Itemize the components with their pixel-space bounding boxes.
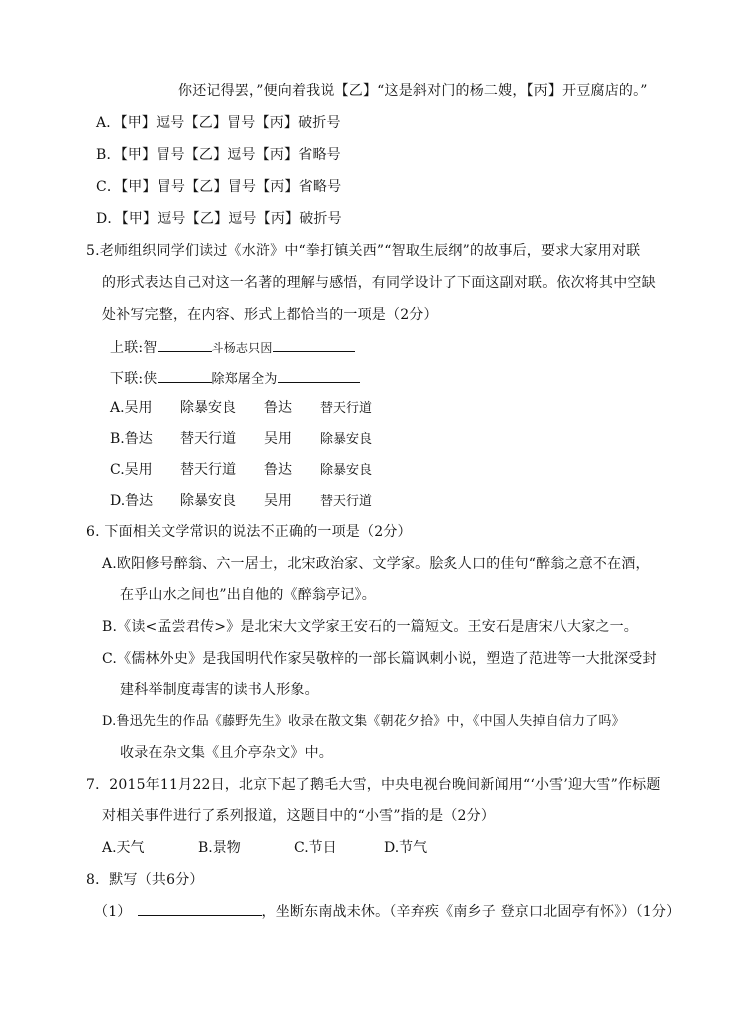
q6-option-d-line-1: D.鲁迅先生的作品《藤野先生》收录在散文集《朝花夕拾》中，《中国人失掉自信力了吗》 [102, 714, 625, 729]
q5-opt-d-c1: D.鲁达 [110, 493, 154, 509]
q7-stem-line-2: 对相关事件进行了系列报道，这题目中的“小雪”指的是（2分） [102, 808, 496, 824]
q5-lower-couplet [110, 368, 360, 390]
q5-upper-prefix: 上联:智 [110, 340, 158, 356]
q5-opt-d-c3: 吴用 [264, 493, 292, 509]
q8-part-1-blank [138, 901, 262, 916]
q5-opt-b-c2: 替天行道 [180, 431, 236, 447]
q5-opt-c-c2: 替天行道 [180, 462, 236, 478]
q7-stem-line-1: 7．2015年11月22日，北京下起了鹅毛大雪，中央电视台晚间新闻用“‘小雪’迎大雪”作标题 [86, 777, 661, 793]
q6-option-b: B.《读<孟尝君传>》是北宋大文学家王安石的一篇短文。王安石是唐宋八大家之一。 [102, 619, 638, 635]
q5-opt-c-c3: 鲁达 [264, 462, 292, 478]
q5-opt-c-c1: C.吴用 [110, 462, 153, 478]
q5-upper-blank-2 [273, 337, 355, 352]
q6-option-a-line-2: 在乎山水之间也”出自他的《醉翁亭记》。 [120, 587, 376, 603]
q5-opt-c-c4: 除暴安良 [320, 463, 373, 478]
q4-option-a: A．【甲】逗号【乙】冒号【丙】破折号 [96, 115, 341, 131]
q5-lower-blank-2 [278, 368, 360, 383]
q4-option-d: D．【甲】逗号【乙】逗号【丙】破折号 [96, 211, 342, 227]
q7-option-d: D.节气 [384, 840, 428, 856]
q5-upper-blank-1 [158, 337, 212, 352]
q5-lower-middle: 除郑屠全为 [211, 372, 278, 387]
q8-part-1-number: （1） [94, 904, 132, 920]
q8-part-1 [94, 901, 680, 922]
q5-stem-line-2: 的形式表达自己对这一名著的理解与感悟，有同学设计了下面这副对联。依次将其中空缺 [102, 275, 656, 291]
q5-opt-d-c2: 除暴安良 [180, 493, 236, 509]
q6-option-c-line-2: 建科举制度毒害的读书人形象。 [120, 682, 319, 698]
q6-option-a-line-1: A.欧阳修号醉翁、六一居士，北宋政治家、文学家。脍炙人口的佳句“醉翁之意不在酒， [102, 556, 650, 572]
q5-option-a [110, 398, 372, 419]
q7-options [102, 838, 427, 858]
q6-option-d-line-2: 收录在杂文集《且介亭杂文》中。 [120, 745, 333, 761]
q5-lower-prefix: 下联:侠 [110, 371, 158, 387]
q5-option-d [110, 491, 372, 512]
q5-opt-a-c2: 除暴安良 [180, 400, 236, 416]
q5-stem-line-1: 5.老师组织同学们读过《水浒》中“拳打镇关西”“智取生辰纲”的故事后，要求大家用对联 [86, 243, 641, 259]
q4-continuation: 你还记得罢，”便向着我说【乙】“这是斜对门的杨二嫂，【丙】开豆腐店的。” [178, 83, 648, 99]
q5-option-c [110, 460, 372, 481]
q5-opt-d-c4: 替天行道 [320, 494, 373, 509]
q8-part-1-text: ，坐断东南战未休。（辛弃疾《南乡子 登京口北固亭有怀》）（1分） [261, 904, 681, 920]
q5-opt-b-c3: 吴用 [264, 431, 292, 447]
q5-opt-a-c4: 替天行道 [320, 401, 373, 416]
q5-opt-b-c4: 除暴安良 [320, 432, 373, 447]
q7-option-a: A.天气 [102, 840, 145, 856]
q5-opt-a-c3: 鲁达 [264, 400, 292, 416]
q5-stem-line-3: 处补写完整，在内容、形式上都恰当的一项是（2分） [102, 307, 438, 323]
q5-option-b [110, 429, 372, 450]
q7-option-b: B.景物 [198, 840, 241, 856]
q5-lower-blank-1 [158, 368, 212, 383]
q5-opt-a-c1: A.吴用 [110, 400, 153, 416]
q5-upper-couplet [110, 337, 355, 358]
q4-option-b: B．【甲】冒号【乙】逗号【丙】省略号 [96, 147, 341, 163]
q6-option-c-line-1: C.《儒林外史》是我国明代作家吴敬梓的一部长篇讽刺小说，塑造了范进等一大批深受封 [102, 651, 657, 667]
q6-stem: 6. 下面相关文学常识的说法不正确的一项是（2分） [86, 524, 412, 540]
q8-stem: 8．默写（共6分） [86, 872, 204, 888]
q5-opt-b-c1: B.鲁达 [110, 431, 153, 447]
q4-option-c: C．【甲】冒号【乙】冒号【丙】省略号 [96, 179, 342, 195]
q5-upper-middle: 斗杨志只因 [211, 341, 273, 355]
q7-option-c: C.节日 [294, 840, 337, 856]
